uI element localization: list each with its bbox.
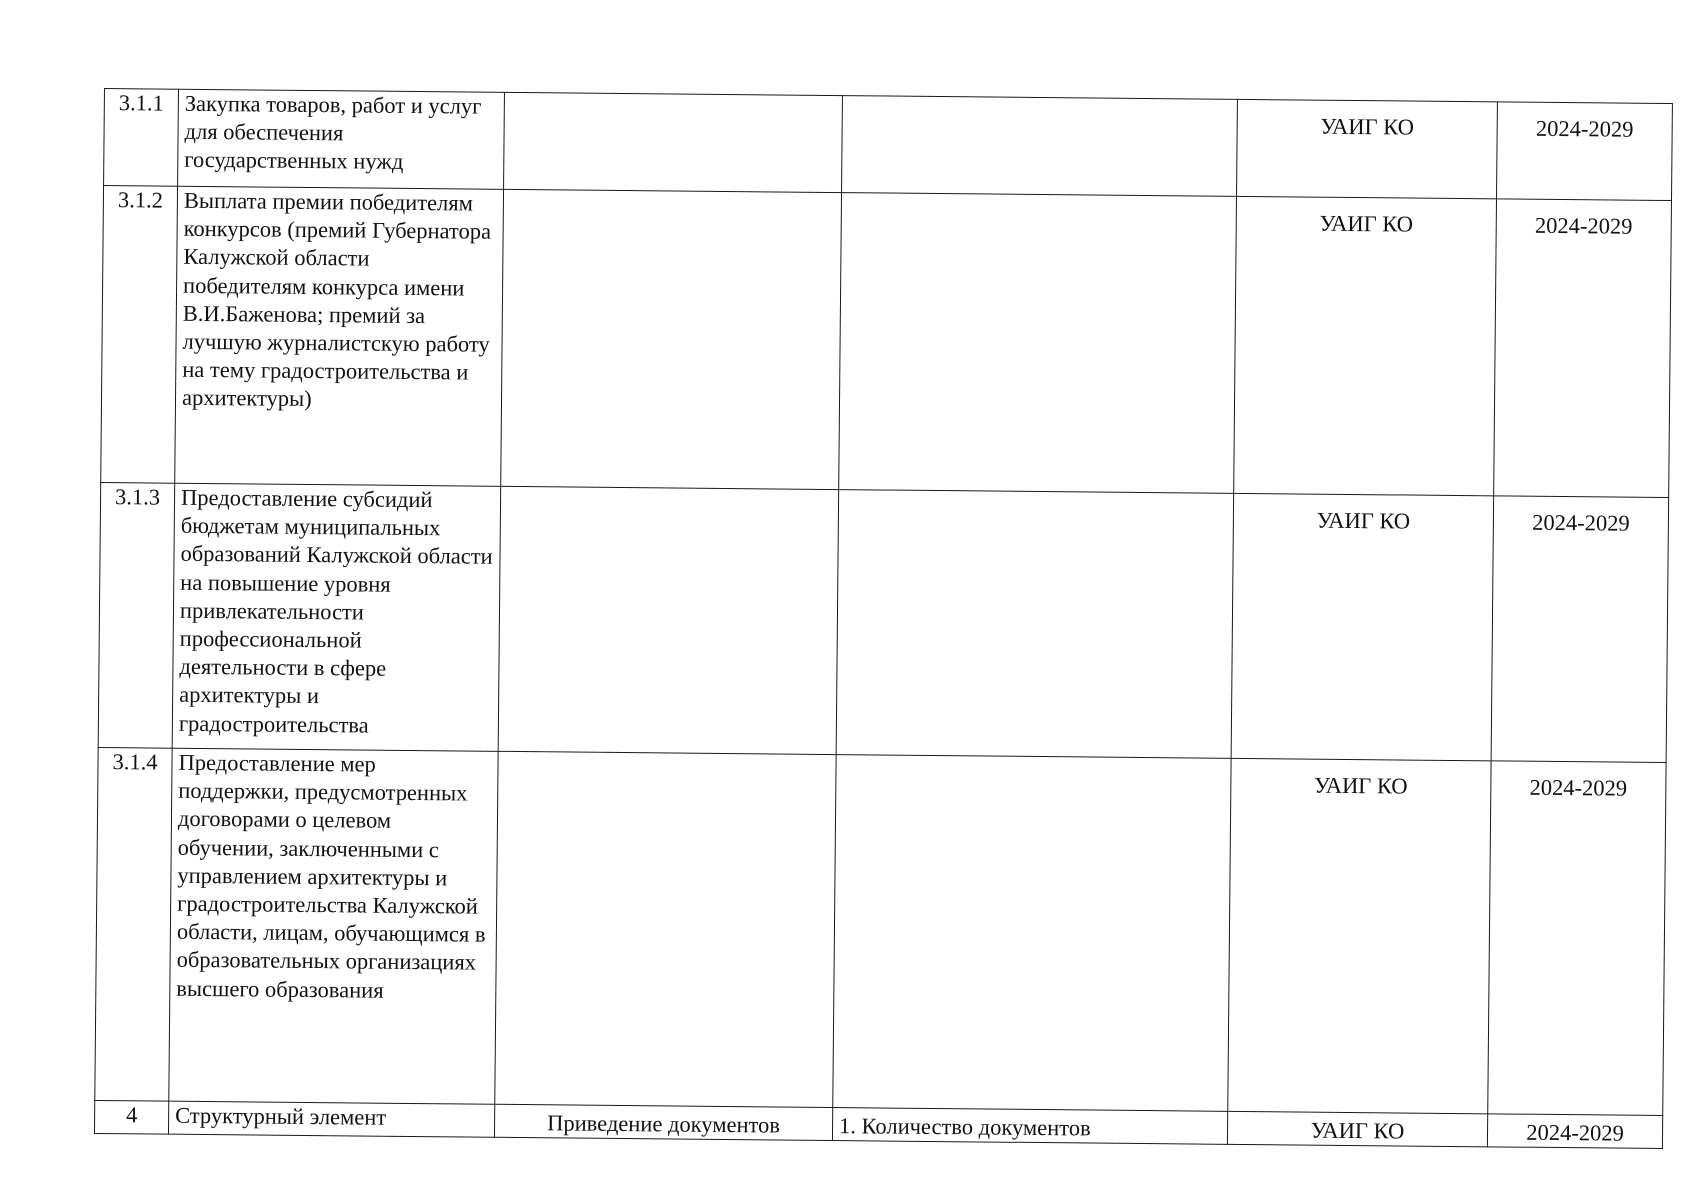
indicator-cell: 1. Количество документов bbox=[832, 1108, 1227, 1145]
row-number: 3.1.4 bbox=[95, 747, 172, 1101]
indicator-cell bbox=[833, 755, 1231, 1112]
row-number: 4 bbox=[94, 1100, 168, 1134]
indicator-cell bbox=[839, 193, 1237, 494]
row-number: 3.1.1 bbox=[104, 89, 179, 187]
years-cell: 2024-2029 bbox=[1496, 102, 1672, 201]
measure-name: Структурный элемент bbox=[168, 1101, 494, 1137]
responsible-cell: УАИГ КО bbox=[1228, 758, 1491, 1113]
row-number: 3.1.2 bbox=[101, 186, 178, 484]
measure-name: Выплата премии победителям конкурсов (премий Губернатора Калужской области победителям конкурса имени В.И.Баженова; премий за лучшую журналистскую работу на тему градостроительства и архитектуры) bbox=[175, 186, 504, 486]
measure-name: Закупка товаров, работ и услуг для обеспечения государственных нужд bbox=[178, 89, 505, 189]
responsible-cell: УАИГ КО bbox=[1231, 493, 1494, 760]
program-table bbox=[94, 88, 1673, 1149]
years-cell: 2024-2029 bbox=[1487, 1114, 1662, 1149]
table-row bbox=[101, 186, 1672, 498]
indicator-cell bbox=[836, 490, 1234, 759]
years-cell: 2024-2029 bbox=[1494, 199, 1672, 498]
table-row bbox=[98, 482, 1668, 762]
table-row bbox=[95, 747, 1666, 1115]
goal-cell bbox=[495, 751, 836, 1107]
responsible-cell: УАИГ КО bbox=[1237, 99, 1498, 198]
responsible-cell: УАИГ КО bbox=[1227, 1111, 1487, 1147]
goal-cell bbox=[498, 486, 839, 754]
measure-name: Предоставление субсидий бюджетам муниципальных образований Калужской области на повышение уровня привлекательности профессиональной деятельности в сфере архитектуры и градостроительства bbox=[172, 483, 501, 751]
indicator-cell bbox=[842, 96, 1238, 197]
years-cell: 2024-2029 bbox=[1491, 496, 1669, 763]
row-number: 3.1.3 bbox=[98, 482, 175, 748]
years-cell: 2024-2029 bbox=[1488, 761, 1666, 1116]
goal-cell bbox=[501, 189, 842, 489]
measure-name: Предоставление мер поддержки, предусмотренных договорами о целевом обучении, заключенными с управлением архитектуры и градостроительства Калужской области, лицам, обучающимся в образовательных организациях высшего образования bbox=[169, 748, 498, 1104]
goal-cell: Приведение документов bbox=[494, 1104, 832, 1140]
goal-cell bbox=[504, 92, 843, 192]
table-row bbox=[104, 89, 1673, 201]
responsible-cell: УАИГ КО bbox=[1234, 196, 1497, 495]
